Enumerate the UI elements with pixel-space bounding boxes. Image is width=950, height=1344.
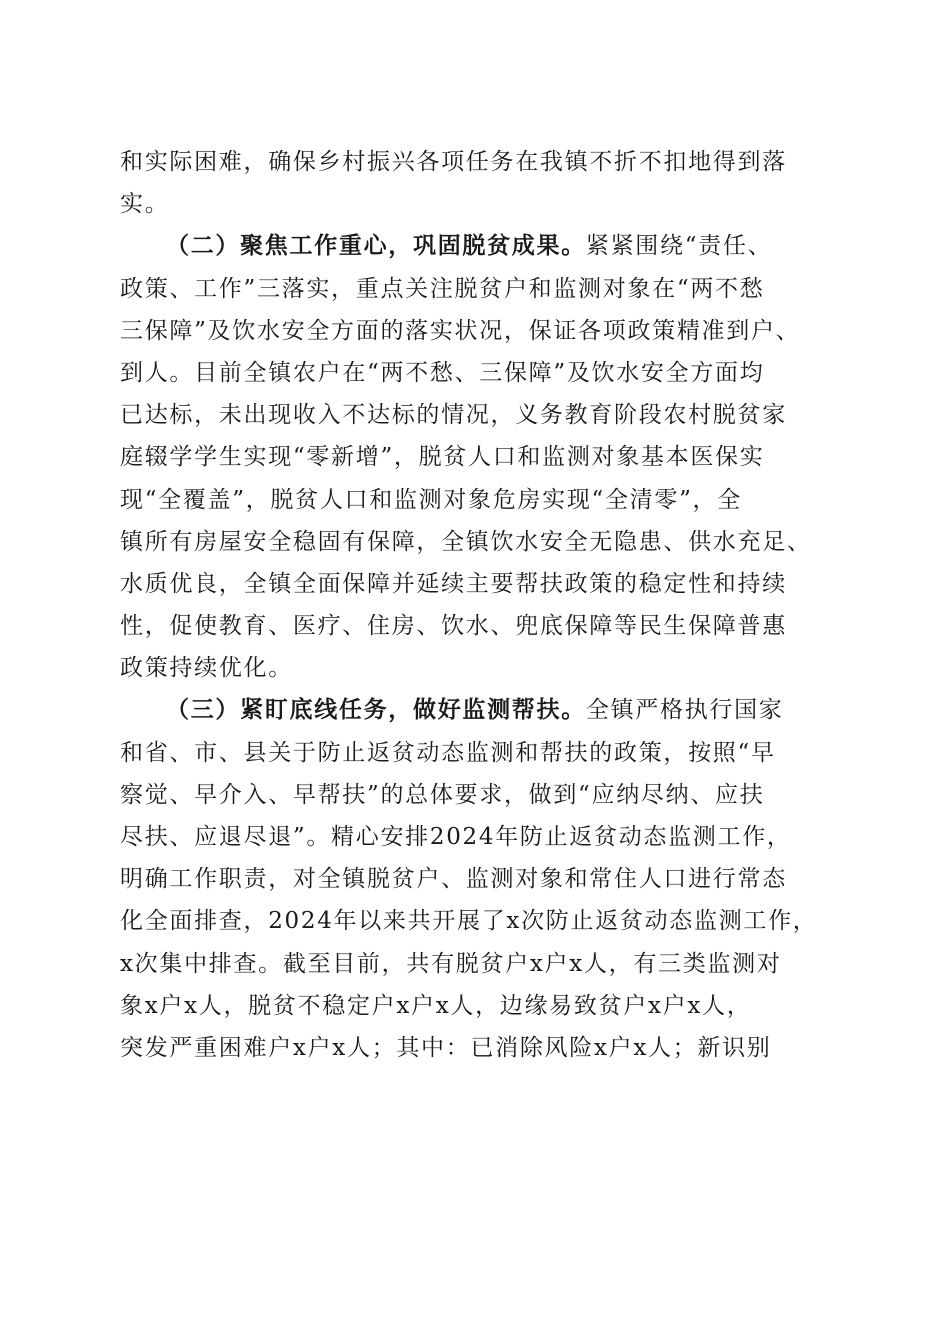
paragraph-3-line: 尽扶、应退尽退”。精心安排2024年防止返贫动态监测工作， (120, 824, 792, 850)
paragraph-3-line: x次集中排查。截至目前，共有脱贫户x户x人，有三类监测对 (120, 950, 782, 977)
section-heading-3: （三）紧盯底线任务，做好监测帮扶。 (166, 696, 586, 724)
paragraph-2-line: 已达标，未出现收入不达标的情况，义务教育阶段农村脱贫家 (120, 402, 787, 429)
paragraph-1-line: 和实际困难，确保乡村振兴各项任务在我镇不折不扣地得到落 (120, 149, 787, 175)
paragraph-2-line: 水质优良，全镇全面保障并延续主要帮扶政策的稳定性和持续 (120, 570, 787, 597)
document-body (120, 141, 834, 1069)
paragraph-2-line: 政策持续优化。 (120, 655, 293, 682)
paragraph-2-first-line-text: 紧紧围绕“责任、 (585, 233, 773, 260)
paragraph-3-line: 象x户x人，脱贫不稳定户x户x人，边缘易致贫户x户x人， (120, 992, 752, 1019)
paragraph-2-line: 性，促使教育、医疗、住房、饮水、兜底保障等民生保障普惠 (120, 613, 787, 640)
section-heading-2: （二）聚焦工作重心，巩固脱贫成果。 (166, 232, 586, 260)
paragraph-2-line: 到人。目前全镇农户在“两不愁、三保障”及饮水安全方面均 (120, 359, 765, 386)
paragraph-2-line: 庭辍学学生实现“零新增”，脱贫人口和监测对象基本医保实 (120, 444, 765, 471)
paragraph-3-first-line (120, 689, 834, 731)
paragraph-3-line: 和省、市、县关于防止返贫动态监测和帮扶的政策，按照“早 (120, 739, 776, 766)
paragraph-3-line: 突发严重困难户x户x人；其中：已消除风险x户x人；新识别 (120, 1034, 772, 1061)
paragraph-2-line: 镇所有房屋安全稳固有保障，全镇饮水安全无隐患、供水充足、 (120, 528, 812, 555)
paragraph-3-first-line-text: 全镇严格执行国家 (585, 697, 784, 724)
paragraph-1-line: 实。 (120, 191, 170, 218)
paragraph-2-line: 现“全覆盖”，脱贫人口和监测对象危房实现“全清零”，全 (120, 486, 742, 513)
paragraph-2-line: 政策、工作”三落实，重点关注脱贫户和监测对象在“两不愁 (120, 275, 765, 302)
paragraph-3-line: 化全面排查，2024年以来共开展了x次防止返贫动态监测工作， (120, 908, 818, 935)
paragraph-3-line: 明确工作职责，对全镇脱贫户、监测对象和常住人口进行常态 (120, 866, 787, 893)
paragraph-2-first-line (120, 225, 834, 267)
paragraph-2-line: 三保障”及饮水安全方面的落实状况，保证各项政策精准到户、 (120, 317, 801, 344)
paragraph-3-line: 察觉、早介入、早帮扶”的总体要求，做到“应纳尽纳、应扶 (120, 781, 765, 808)
